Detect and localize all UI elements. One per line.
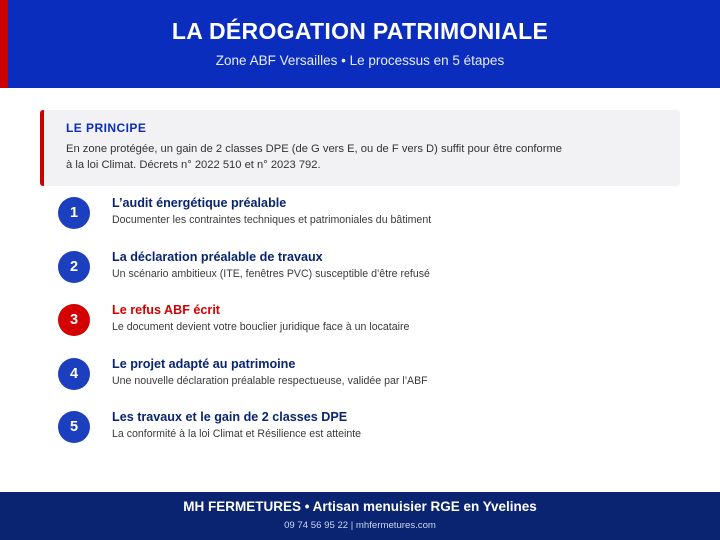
page-title: LA DÉROGATION PATRIMONIALE bbox=[171, 18, 549, 45]
step-number-badge-5: 5 bbox=[58, 411, 90, 443]
step-number-badge-1: 1 bbox=[58, 197, 90, 229]
principle-callout bbox=[40, 110, 680, 186]
step-body-1 bbox=[112, 196, 431, 228]
step-description-4: Une nouvelle déclaration préalable respectueuse, validée par l’ABF bbox=[112, 374, 428, 387]
step-body-3 bbox=[112, 303, 409, 335]
principle-title: LE PRINCIPE bbox=[66, 121, 147, 135]
header-banner bbox=[0, 0, 720, 88]
step-item-2 bbox=[58, 250, 680, 283]
main-content bbox=[0, 88, 720, 492]
step-title-5: Les travaux et le gain de 2 classes DPE bbox=[112, 410, 348, 424]
step-title-3: Le refus ABF écrit bbox=[112, 303, 221, 317]
step-title-1: L’audit énergétique préalable bbox=[112, 196, 287, 210]
steps-list bbox=[58, 196, 680, 443]
step-body-2 bbox=[112, 250, 430, 282]
step-item-5 bbox=[58, 410, 680, 443]
step-description-5: La conformité à la loi Climat et Résilience est atteinte bbox=[112, 428, 362, 441]
step-description-1: Documenter les contraintes techniques et patrimoniales du bâtiment bbox=[112, 214, 432, 227]
footer-company-line: MH FERMETURES • Artisan menuisier RGE en Yvelines bbox=[183, 499, 537, 515]
step-number-badge-2: 2 bbox=[58, 251, 90, 283]
step-title-4: Le projet adapté au patrimoine bbox=[112, 356, 296, 371]
principle-text: En zone protégée, un gain de 2 classes DPE (de G vers E, ou de F vers D) suffit pour être conforme à la loi Climat. Décrets n° 2022 510 et n° 2023 792. bbox=[66, 143, 563, 171]
step-item-3 bbox=[58, 303, 680, 336]
step-body-5 bbox=[112, 410, 361, 442]
step-item-4 bbox=[58, 357, 680, 390]
step-description-2: Un scénario ambitieux (ITE, fenêtres PVC) susceptible d’être refusé bbox=[112, 267, 430, 280]
footer-contact-line: 09 74 56 95 22 | mhfermetures.com bbox=[284, 520, 436, 532]
step-body-4 bbox=[112, 357, 428, 389]
step-description-3: Le document devient votre bouclier juridique face à un locataire bbox=[112, 321, 410, 334]
footer-banner bbox=[0, 492, 720, 540]
step-item-1 bbox=[58, 196, 680, 229]
step-title-2: La déclaration préalable de travaux bbox=[112, 249, 323, 264]
page-subtitle: Zone ABF Versailles • Le processus en 5 étapes bbox=[215, 52, 505, 68]
step-number-badge-4: 4 bbox=[58, 358, 90, 390]
step-number-badge-3: 3 bbox=[58, 304, 90, 336]
header-accent-bar bbox=[0, 0, 8, 88]
